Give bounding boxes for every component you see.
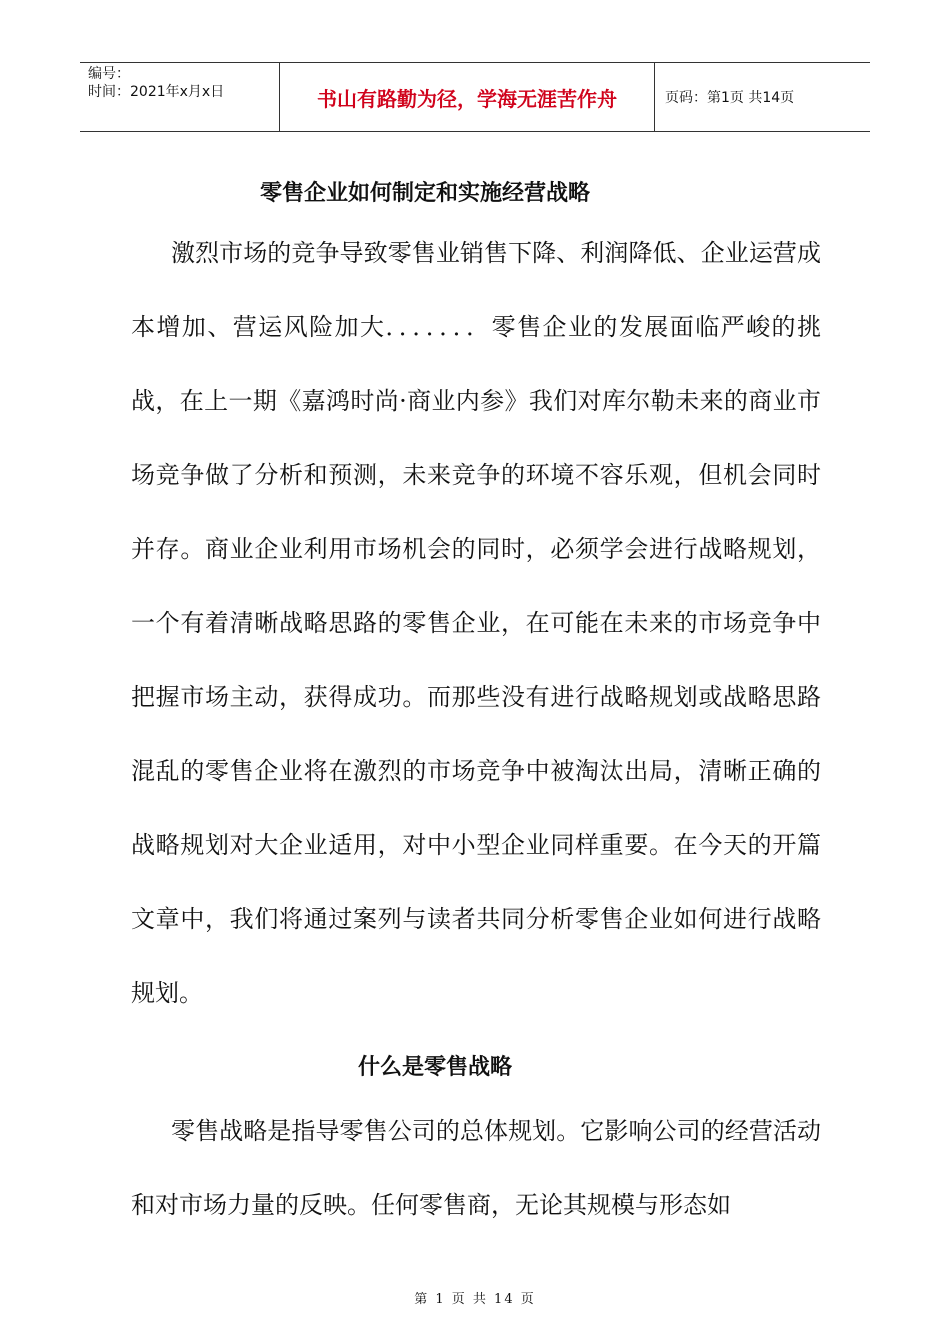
paragraph-intro: 激烈市场的竞争导致零售业销售下降、利润降低、企业运营成本增加、营运风险加大．．．．．．．零售企业的发展面临严峻的挑战，在上一期《嘉鸿时尚·商业内参》我们对库尔勒未来的商业市场竞争做了分析和预测，未来竞争的环境不容乐观，但机会同时并存。商业企业利用市场机会的同时，必须学会进行战略规划，一个有着清晰战略思路的零售企业，在可能在未来的市场竞争中把握市场主动，获得成功。而那些没有进行战略规划或战略思路混乱的零售企业将在激烈的市场竞争中被淘汰出局，清晰正确的战略规划对大企业适用，对中小型企业同样重要。在今天的开篇文章中，我们将通过案列与读者共同分析零售企业如何进行战略规划。 xyxy=(131,239,821,1007)
number-label: 编号： xyxy=(88,66,130,82)
header-motto: 书山有路勤为径，学海无涯苦作舟 xyxy=(280,63,655,131)
page-header xyxy=(80,62,870,132)
paragraph-retail-strategy: 零售战略是指导零售公司的总体规划。它影响公司的经营活动和对市场力量的反映。任何零售商，无论其规模与形态如 xyxy=(131,1117,821,1219)
time-label: 时间：2021年x月x日 xyxy=(88,84,225,100)
section-title: 什么是零售战略 xyxy=(357,1055,512,1080)
header-meta xyxy=(80,63,280,131)
page-footer: 第 1 页 共 14 页 xyxy=(414,1292,536,1307)
header-page-info: 页码：第1页 共14页 xyxy=(665,90,795,106)
document-title: 零售企业如何制定和实施经营战略 xyxy=(259,181,590,206)
